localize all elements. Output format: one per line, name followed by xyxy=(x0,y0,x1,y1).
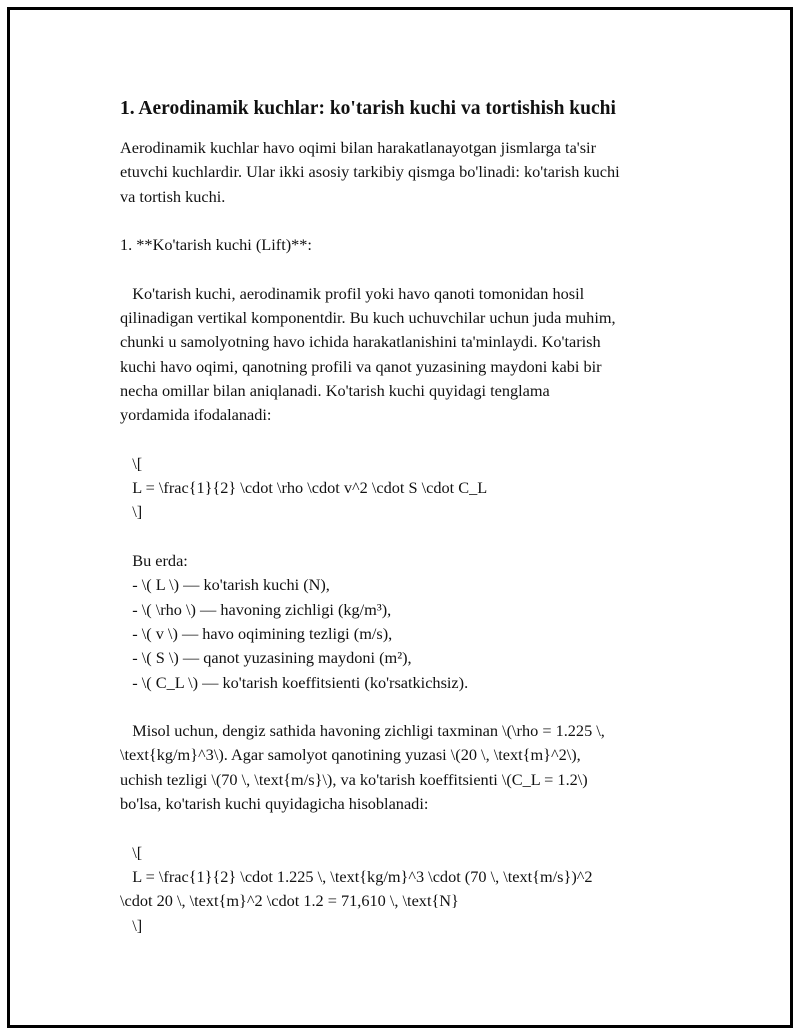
paragraph-line: Bu erda: xyxy=(120,551,188,571)
equation-line: \[ xyxy=(120,842,143,862)
list-item: - \( \rho \) — havoning zichligi (kg/m³), xyxy=(120,599,392,619)
equation-line: L = \frac{1}{2} \cdot \rho \cdot v^2 \cdot S \cdot C_L xyxy=(120,478,488,498)
equation-line: L = \frac{1}{2} \cdot 1.225 \, \text{kg/m}^3 \cdot (70 \, \text{m/s})^2 xyxy=(120,866,593,886)
section-title: 1. Aerodinamik kuchlar: ko'tarish kuchi va tortishish kuchi xyxy=(120,98,616,119)
paragraph-line: Ko'tarish kuchi, aerodinamik profil yoki havo qanoti tomonidan hosil xyxy=(120,283,585,303)
list-item: - \( S \) — qanot yuzasining maydoni (m²), xyxy=(120,648,412,668)
paragraph-line: chunki u samolyotning havo ichida harakatlanishini ta'minlaydi. Ko'tarish xyxy=(120,332,601,352)
list-item: - \( v \) — havo oqimining tezligi (m/s), xyxy=(120,623,393,643)
blank-line xyxy=(120,209,700,233)
paragraph-line: kuchi havo oqimi, qanotning profili va qanot yuzasining maydoni kabi bir xyxy=(120,356,602,376)
paragraph-line: qilinadigan vertikal komponentdir. Bu kuch uchuvchilar uchun juda muhim, xyxy=(120,308,616,328)
list-heading: 1. **Ko'tarish kuchi (Lift)**: xyxy=(120,235,312,255)
blank-line xyxy=(120,525,700,549)
paragraph-line: necha omillar bilan aniqlanadi. Ko'tarish kuchi quyidagi tenglama xyxy=(120,380,550,400)
paragraph-line: bo'lsa, ko'tarish kuchi quyidagicha hisoblanadi: xyxy=(120,794,429,814)
blank-line xyxy=(120,816,700,840)
blank-line xyxy=(120,695,700,719)
paragraph-line: yordamida ifodalanadi: xyxy=(120,405,272,425)
document-lines xyxy=(120,136,700,938)
paragraph-line: etuvchi kuchlardir. Ular ikki asosiy tarkibiy qismga bo'linadi: ko'tarish kuchi xyxy=(120,162,620,182)
paragraph-line: Aerodinamik kuchlar havo oqimi bilan harakatlanayotgan jismlarga ta'sir xyxy=(120,138,597,157)
blank-line xyxy=(120,257,700,281)
equation-line: \] xyxy=(120,502,143,522)
equation-line: \cdot 20 \, \text{m}^2 \cdot 1.2 = 71,610 \, \text{N} xyxy=(120,891,459,911)
paragraph-line: va tortish kuchi. xyxy=(120,186,226,206)
paragraph-line: Misol uchun, dengiz sathida havoning zichligi taxminan \(\rho = 1.225 \, xyxy=(120,721,605,741)
equation-line: \] xyxy=(120,915,143,935)
document-body xyxy=(120,96,700,938)
list-item: - \( L \) — ko'tarish kuchi (N), xyxy=(120,575,330,595)
paragraph-line: \text{kg/m}^3\). Agar samolyot qanotining yuzasi \(20 \, \text{m}^2\), xyxy=(120,745,581,765)
page-frame xyxy=(7,7,793,1028)
equation-line: \[ xyxy=(120,453,143,473)
paragraph-line: uchish tezligi \(70 \, \text{m/s}\), va ko'tarish koeffitsienti \(C_L = 1.2\) xyxy=(120,769,588,789)
blank-line xyxy=(120,428,700,452)
list-item: - \( C_L \) — ko'tarish koeffitsienti (ko'rsatkichsiz). xyxy=(120,672,469,692)
